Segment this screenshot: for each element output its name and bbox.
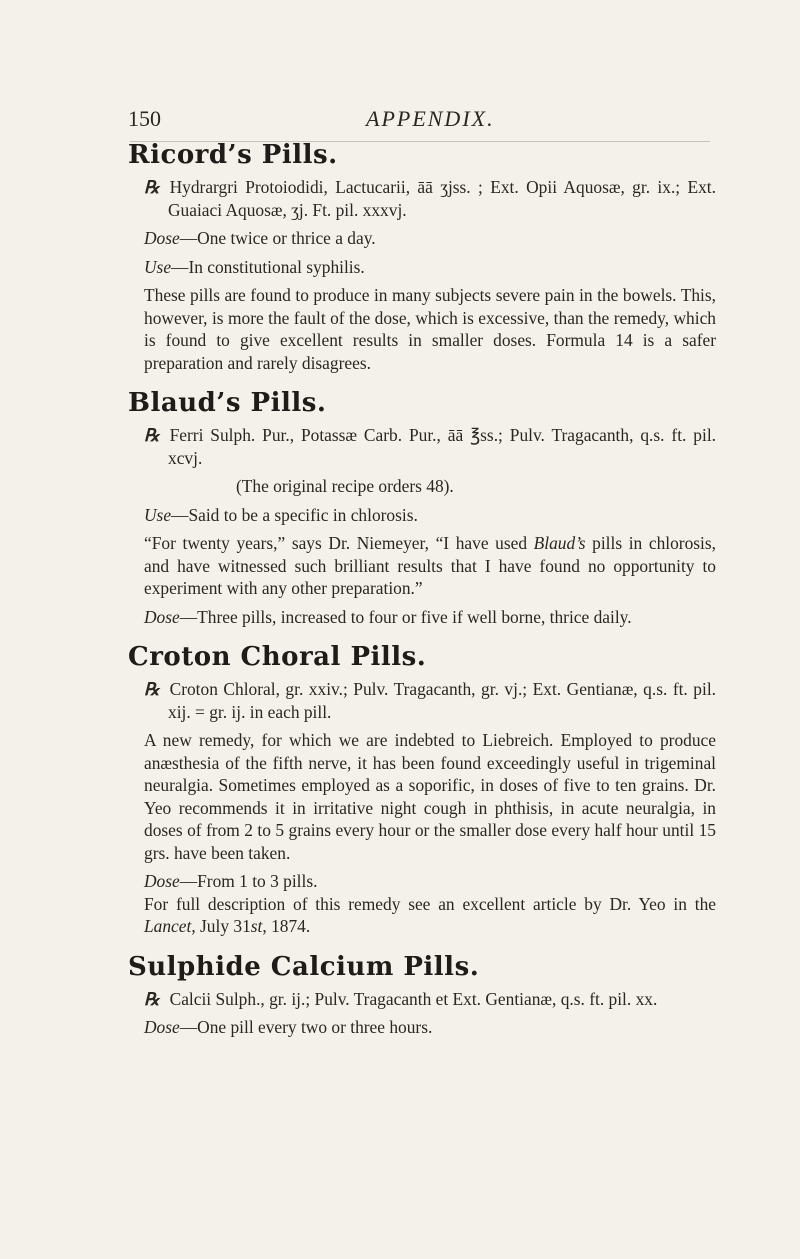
- page-content: [128, 140, 716, 1039]
- running-title: APPENDIX.: [366, 106, 495, 131]
- body-paragraph: These pills are found to produce in many subjects severe pain in the bowels. This, however, is more the fault of the dose, which is excessive, than the remedy, which is found to give excellent results in smaller doses. Formula 14 is a safer preparation and rarely disagrees.: [144, 285, 716, 373]
- section-title-blauds-pills: Blaud’s Pills.: [128, 388, 327, 418]
- dose-line: [128, 227, 716, 250]
- rx-symbol: ℞: [144, 679, 160, 699]
- use-line: [128, 504, 716, 527]
- section-title-croton-choral-pills: Croton Choral Pills.: [128, 642, 427, 672]
- body-paragraph: A new remedy, for which we are indebted to Liebreich. Employed to produce anæsthesia of the fifth nerve, it has been found exceedingly useful in trigeminal neuralgia. Sometimes employed as a soporific, in doses of five to ten grains. Dr. Yeo recommends it in irritative night cough in phthisis, in acute neuralgia, in doses of from 2 to 5 grains every hour or the smaller dose every half hour until 15 grs. have been taken.: [144, 730, 716, 863]
- dose-line: [128, 870, 716, 893]
- dose-text: —One twice or thrice a day.: [179, 228, 376, 248]
- reference-journal: Lancet: [144, 916, 192, 936]
- prescription: [128, 424, 716, 469]
- prescription-text: Calcii Sulph., gr. ij.; Pulv. Tragacanth et Ext. Gentianæ, q.s. ft. pil. xx.: [169, 988, 658, 1009]
- prescription-text: Ferri Sulph. Pur., Potassæ Carb. Pur., āā ℥ss.; Pulv. Tragacanth, q.s. ft. pil. xcvj.: [168, 425, 716, 468]
- page-number: 150: [128, 106, 161, 131]
- quote-paragraph: [128, 532, 716, 600]
- dose-text: —Three pills, increased to four or five if well borne, thrice daily.: [179, 606, 632, 627]
- use-text: —Said to be a specific in chlorosis.: [171, 504, 418, 525]
- dose-label: Dose: [144, 1017, 180, 1037]
- use-text: —In constitutional syphilis.: [171, 256, 365, 277]
- dose-line: [128, 606, 716, 629]
- reference-year: , 1874.: [262, 916, 311, 936]
- section-title-ricords-pills: Ricord’s Pills.: [128, 140, 338, 170]
- dose-line: [128, 1016, 716, 1039]
- section-title-sulphide-calcium-pills: Sulphide Calcium Pills.: [128, 951, 480, 982]
- dose-text: —One pill every two or three hours.: [179, 1017, 433, 1037]
- prescription: [128, 678, 716, 723]
- quote-text: “For twenty years,” says Dr. Niemeyer, “I have used: [144, 533, 534, 553]
- prescription-text: Croton Chloral, gr. xxiv.; Pulv. Tragacanth, gr. vj.; Ext. Gentianæ, q.s. ft. pil. xij. = gr. ij. in each pill.: [168, 679, 716, 722]
- reference-ordinal: st: [250, 916, 263, 936]
- quote-text-end: pills in chlorosis, and have witnessed such brilliant results that I have found no opportunity to experiment with any other preparation.”: [144, 533, 716, 598]
- use-line: [128, 256, 716, 279]
- prescription-text: Hydrargri Protoiodidi, Lactucarii, āā ʒjss. ; Ext. Opii Aquosæ, gr. ix.; Ext. Guaiaci Aquosæ, ʒj. Ft. pil. xxxvj.: [168, 177, 716, 220]
- rx-symbol: ℞: [144, 177, 160, 197]
- dose-label: Dose: [144, 871, 180, 891]
- reference-date: , July 31: [191, 916, 251, 936]
- dose-label: Dose: [144, 606, 180, 627]
- reference-line: [128, 893, 716, 938]
- use-label: Use: [144, 504, 172, 525]
- dose-label: Dose: [144, 228, 180, 248]
- prescription: [128, 176, 716, 221]
- use-label: Use: [144, 256, 172, 277]
- quote-italic: Blaud’s: [533, 533, 586, 553]
- dose-text: —From 1 to 3 pills.: [179, 871, 318, 891]
- recipe-note: (The original recipe orders 48).: [236, 476, 454, 496]
- prescription: [128, 988, 716, 1011]
- rx-symbol: ℞: [144, 425, 160, 445]
- rx-symbol: ℞: [144, 988, 160, 1009]
- running-head: [128, 106, 730, 136]
- reference-text: For full description of this remedy see an excellent article by Dr. Yeo in the: [144, 893, 716, 914]
